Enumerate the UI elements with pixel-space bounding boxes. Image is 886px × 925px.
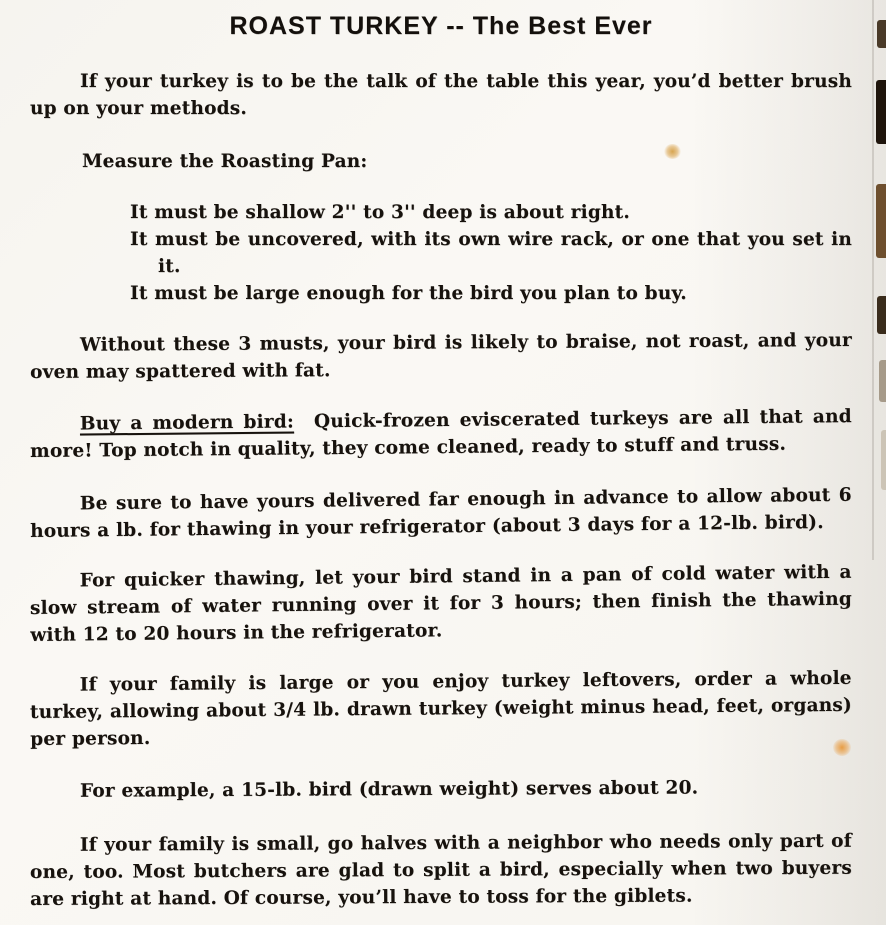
buy-rest-text: Quick-frozen eviscerated turkeys are all that and more! Top notch in quality, they come cleaned, ready to stuff and truss. [30,406,852,462]
pan-heading: Measure the Roasting Pan: [82,151,368,172]
small-family-paragraph: If your family is small, go halves with a neighbor who needs only part of one, too. Most butchers are glad to split a bird, especially when two buyers are right at hand. Of course, you’ll have to toss for the giblets. [29,830,853,910]
list-item: It must be uncovered, with its own wire rack, or one that you set in it. [130,229,852,277]
example-paragraph: For example, a 15-lb. bird (drawn weight) serves about 20. [79,777,699,802]
page-title: ROAST TURKEY -- The Best Ever [229,12,653,40]
page-content [0,12,886,913]
list-item: It must be large enough for the bird you plan to buy. [130,283,687,304]
intro-paragraph: If your turkey is to be the talk of the table this year, you’d better brush up on your methods. [30,71,852,119]
delivery-paragraph: Be sure to have yours delivered far enough in advance to allow about 6 hours a lb. for thawing in your refrigerator (about 3 days for a 12-lb. bird). [30,484,852,542]
buy-modern-bird-paragraph [30,403,852,465]
list-item: It must be shallow 2'' to 3'' deep is about right. [130,202,631,223]
quick-thaw-paragraph: For quicker thawing, let your bird stand in a pan of cold water with a slow stream of water running over it for 3 hours; then finish the thawing with 12 to 20 hours in the refrigerator. [29,561,853,646]
without-musts-paragraph: Without these 3 musts, your bird is likely to braise, not roast, and your oven may spattered with fat. [30,329,852,383]
pan-requirements-list [30,199,852,307]
buy-lead-underlined: Buy a modern bird: [79,411,295,435]
large-family-paragraph: If your family is large or you enjoy turkey leftovers, order a whole turkey, allowing about 3/4 lb. drawn turkey (weight minus head, feet, organs) per person. [29,667,853,750]
